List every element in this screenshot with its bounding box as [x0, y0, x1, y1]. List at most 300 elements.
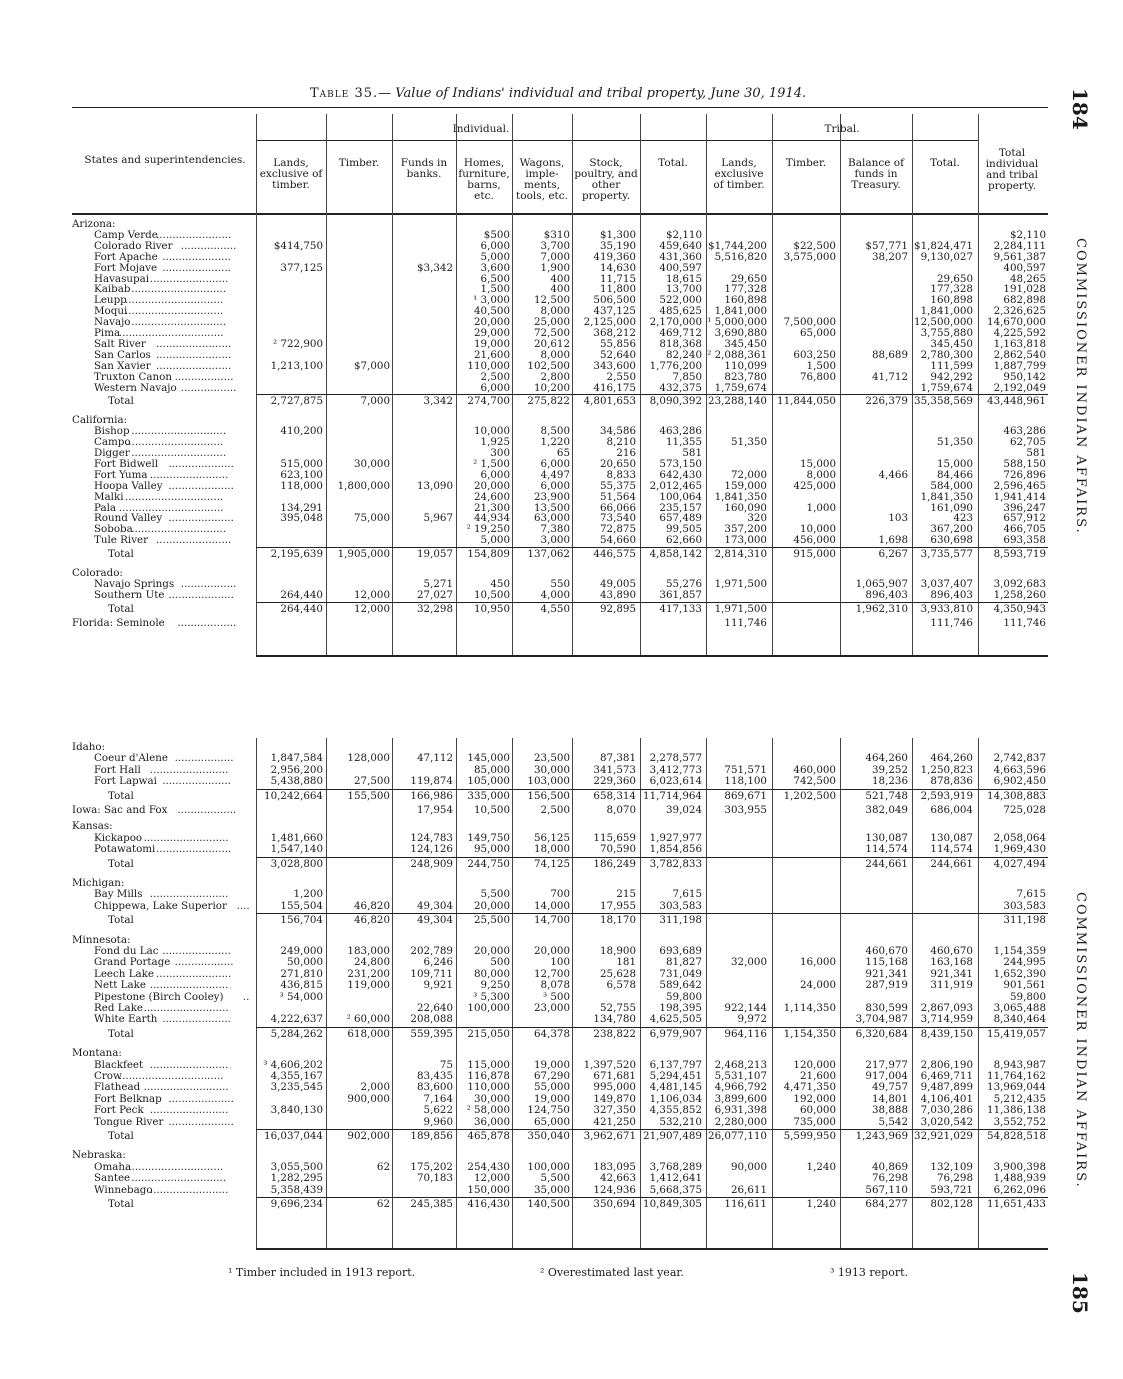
- leader-dots: ....................: [168, 480, 234, 492]
- cell-value: 198,395: [659, 1002, 702, 1014]
- cell-value: 11,764,162: [987, 1070, 1046, 1082]
- cell-value: 1,841,350: [714, 490, 767, 503]
- cell-value: 70,183: [416, 1172, 453, 1185]
- cell-value: 226,379: [865, 395, 908, 408]
- cell-value: 4,355,167: [270, 1070, 323, 1082]
- total-row: [72, 915, 1047, 926]
- cell-value: 5,542: [878, 1115, 908, 1128]
- row-label: Leupp: [94, 295, 127, 307]
- cell-value: 5,438,880: [270, 775, 323, 788]
- row-label: Soboba: [94, 524, 133, 536]
- cell-value: 343,600: [593, 359, 636, 372]
- cell-value: 114,574: [865, 843, 908, 856]
- cell-value: 5,000: [480, 250, 510, 263]
- cell-value: ³ 500: [542, 990, 570, 1003]
- cell-value: 446,575: [593, 548, 636, 561]
- cell-value: 2,125,000: [583, 316, 636, 329]
- row-label: Fort Yuma: [94, 469, 148, 481]
- cell-value: 400,597: [1003, 261, 1046, 274]
- leader-dots: ..............................: [125, 1161, 224, 1173]
- cell-value: 7,164: [423, 1092, 453, 1105]
- cell-value: 416,175: [593, 381, 636, 394]
- cell-value: 8,593,719: [993, 548, 1046, 561]
- cell-value: 726,896: [1003, 468, 1046, 481]
- cell-value: 130,087: [930, 831, 973, 844]
- table-row: [72, 946, 1047, 957]
- leader-dots: ........................: [149, 1105, 229, 1117]
- cell-value: 335,000: [467, 789, 510, 802]
- cell-value: 134,780: [593, 1013, 636, 1026]
- cell-value: 208,088: [410, 1013, 453, 1026]
- cell-value: 2,550: [606, 370, 636, 383]
- cell-value: ² 58,000: [466, 1104, 510, 1117]
- cell-value: 357,200: [724, 523, 767, 536]
- cell-value: 244,995: [1003, 956, 1046, 969]
- row-label: Nett Lake: [94, 980, 146, 992]
- table-row: [72, 383, 1047, 394]
- cell-value: 2,278,577: [649, 752, 702, 765]
- cell-value: 350,040: [527, 1130, 570, 1142]
- cell-value: 90,000: [730, 1160, 767, 1173]
- cell-value: 1,202,500: [783, 789, 836, 802]
- cell-value: 1,488,939: [993, 1172, 1046, 1185]
- cell-value: 29,000: [473, 327, 510, 339]
- cell-value: 32,000: [730, 956, 767, 969]
- leader-dots: ..............................: [125, 437, 224, 449]
- cell-value: 567,110: [865, 1183, 908, 1196]
- cell-value: 345,450: [930, 337, 973, 350]
- cell-value: 1,500: [480, 283, 510, 296]
- cell-value: 642,430: [659, 468, 702, 481]
- cell-value: 303,583: [1003, 899, 1046, 912]
- cell-value: 4,858,142: [649, 548, 702, 561]
- cell-value: 74,125: [533, 857, 570, 870]
- cell-value: 463,286: [1003, 425, 1046, 438]
- leader-dots: .............................: [131, 1173, 227, 1185]
- cell-value: 115,168: [865, 956, 908, 969]
- column-header: Lands, exclusive of timber.: [259, 157, 323, 191]
- cell-value: 8,090,392: [649, 395, 702, 408]
- cell-value: 10,500: [473, 588, 510, 601]
- cell-value: 43,890: [599, 588, 636, 601]
- cell-value: 1,200: [293, 888, 323, 901]
- cell-value: 149,750: [467, 831, 510, 844]
- cell-value: 20,000: [473, 899, 510, 912]
- cell-value: 1,900: [540, 261, 570, 274]
- cell-value: 5,000: [480, 534, 510, 547]
- section-end-rule: [256, 655, 1048, 657]
- cell-value: 115,659: [593, 831, 636, 844]
- leader-dots: .......................: [156, 968, 232, 980]
- cell-value: 11,386,138: [987, 1104, 1046, 1117]
- leader-dots: ..................: [174, 957, 234, 969]
- leader-dots: ................................: [118, 1071, 224, 1082]
- cell-value: 160,898: [930, 294, 973, 307]
- cell-value: 4,497: [540, 468, 570, 481]
- cell-value: 14,000: [533, 899, 570, 912]
- cell-value: 6,469,711: [920, 1070, 973, 1082]
- cell-value: 6,902,450: [993, 775, 1046, 788]
- cell-value: 460,670: [930, 945, 973, 957]
- cell-value: 244,661: [865, 857, 908, 870]
- state-heading-row: [72, 878, 1047, 889]
- cell-value: 70,590: [599, 843, 636, 856]
- row-label: Nebraska:: [72, 1150, 126, 1162]
- cell-value: 1,887,799: [993, 359, 1046, 372]
- cell-value: 114,574: [930, 843, 973, 856]
- cell-value: 3,840,130: [270, 1104, 323, 1117]
- cell-value: 469,712: [659, 327, 702, 339]
- cell-value: 65: [556, 447, 570, 459]
- cell-value: 5,500: [480, 888, 510, 901]
- cell-value: 7,615: [672, 888, 702, 901]
- cell-value: 1,412,641: [649, 1172, 702, 1185]
- cell-value: 13,700: [665, 283, 702, 296]
- cell-value: 751,571: [724, 763, 767, 776]
- cell-value: 3,020,542: [920, 1115, 973, 1128]
- cell-value: 1,759,674: [714, 381, 767, 394]
- cell-value: 109,711: [410, 967, 453, 980]
- cell-value: 532,210: [659, 1115, 702, 1128]
- cell-value: 26,077,110: [708, 1130, 767, 1142]
- table-row: [72, 1003, 1047, 1014]
- cell-value: $22,500: [793, 239, 836, 252]
- cell-value: 4,801,653: [583, 395, 636, 408]
- row-label: Navajo: [94, 317, 131, 329]
- cell-value: 2,596,465: [993, 479, 1046, 492]
- footnote-3: ³ 1913 report.: [830, 1266, 909, 1279]
- cell-value: 39,252: [871, 763, 908, 776]
- cell-value: 275,822: [527, 395, 570, 408]
- cell-value: 7,850: [672, 370, 702, 383]
- cell-value: 995,000: [593, 1081, 636, 1094]
- cell-value: 6,931,398: [714, 1104, 767, 1117]
- cell-value: 396,247: [1003, 501, 1046, 514]
- cell-value: 248,909: [410, 857, 453, 870]
- cell-value: 2,500: [480, 370, 510, 383]
- cell-value: 395,048: [280, 512, 323, 525]
- cell-value: 120,000: [793, 1058, 836, 1071]
- cell-value: 4,350,943: [993, 602, 1046, 615]
- cell-value: 1,258,260: [993, 588, 1046, 601]
- cell-value: 2,058,064: [993, 831, 1046, 844]
- cell-value: 573,150: [659, 457, 702, 470]
- cell-value: 6,000: [480, 468, 510, 481]
- cell-value: 4,625,505: [649, 1013, 702, 1026]
- cell-value: 14,670,000: [987, 316, 1046, 329]
- footnote-2: ² Overestimated last year.: [540, 1266, 684, 1279]
- individual-group-rule: [256, 140, 706, 141]
- cell-value: 44,934: [473, 512, 510, 525]
- cell-value: 2,192,049: [993, 381, 1046, 394]
- cell-value: 382,049: [865, 804, 908, 816]
- row-label: Pima: [94, 328, 121, 339]
- cell-value: 6,137,797: [649, 1058, 702, 1071]
- cell-value: $1,824,471: [914, 239, 973, 252]
- cell-value: 99,505: [665, 523, 702, 536]
- leader-dots: .......................: [156, 349, 232, 361]
- cell-value: 132,109: [930, 1160, 973, 1173]
- cell-value: 693,358: [1003, 534, 1046, 547]
- cell-value: 2,742,837: [993, 752, 1046, 765]
- table-row: [72, 901, 1047, 912]
- cell-value: 14,700: [533, 914, 570, 927]
- table-row: [72, 992, 1047, 1003]
- table-row: [72, 1014, 1047, 1025]
- cell-value: 1,841,000: [920, 305, 973, 318]
- cell-value: 32,298: [416, 602, 453, 615]
- cell-value: 1,481,660: [270, 831, 323, 844]
- cell-value: 1,800,000: [337, 479, 390, 492]
- cell-value: 12,500: [533, 294, 570, 307]
- cell-value: 3,092,683: [993, 577, 1046, 590]
- cell-value: 460,000: [793, 763, 836, 776]
- cell-value: 154,809: [467, 548, 510, 561]
- row-label: Kaibab: [94, 284, 131, 296]
- cell-value: 14,630: [599, 261, 636, 274]
- cell-value: 350,694: [593, 1198, 636, 1210]
- cell-value: 10,950: [473, 602, 510, 615]
- row-label: San Carlos: [94, 349, 151, 361]
- cell-value: 464,260: [930, 752, 973, 765]
- cell-value: ² 1,500: [473, 457, 510, 470]
- cell-value: 896,403: [865, 588, 908, 601]
- row-label: Minnesota:: [72, 934, 131, 946]
- cell-value: 303,955: [724, 804, 767, 816]
- cell-value: 56,125: [533, 831, 570, 844]
- cell-value: 8,070: [606, 804, 636, 816]
- cell-value: 102,500: [527, 359, 570, 372]
- leader-dots: .............................: [131, 524, 227, 536]
- table-row: [72, 1173, 1047, 1184]
- cell-value: 35,000: [533, 1183, 570, 1196]
- leader-dots: ..................: [174, 371, 234, 383]
- cell-value: 46,820: [353, 899, 390, 912]
- cell-value: 24,600: [473, 490, 510, 503]
- row-label: Arizona:: [72, 219, 116, 230]
- leader-dots: ..................: [177, 617, 237, 629]
- leader-dots: ....................: [168, 589, 234, 601]
- cell-value: 16,000: [799, 956, 836, 969]
- row-label: Total: [108, 1199, 134, 1210]
- cell-value: 3,962,671: [583, 1130, 636, 1142]
- cell-value: 2,284,111: [993, 239, 1046, 252]
- cell-value: 1,776,200: [649, 359, 702, 372]
- leader-dots: .................: [180, 578, 237, 590]
- cell-value: 915,000: [793, 548, 836, 561]
- total-row: [72, 549, 1047, 560]
- table-row: [72, 1071, 1047, 1082]
- cell-value: 3,037,407: [920, 577, 973, 590]
- cell-value: 124,783: [410, 831, 453, 844]
- footnote-1: ¹ Timber included in 1913 report.: [228, 1266, 416, 1279]
- row-label: Moqui: [94, 306, 128, 318]
- cell-value: 300: [490, 447, 510, 459]
- total-row: [72, 604, 1047, 615]
- cell-value: 4,966,792: [714, 1081, 767, 1094]
- cell-value: 4,222,637: [270, 1013, 323, 1026]
- cell-value: ³ 4,606,202: [263, 1058, 323, 1071]
- row-label: Idaho:: [72, 742, 106, 753]
- cell-value: 559,395: [410, 1027, 453, 1040]
- table-row: [72, 765, 1047, 776]
- cell-value: 657,489: [659, 512, 702, 525]
- cell-value: 47,112: [416, 752, 453, 765]
- cell-value: 2,800: [540, 370, 570, 383]
- cell-value: 249,000: [280, 945, 323, 957]
- cell-value: 456,000: [793, 534, 836, 547]
- cell-value: 521,748: [865, 789, 908, 802]
- cell-value: 40,869: [871, 1160, 908, 1173]
- cell-value: 177,328: [724, 283, 767, 296]
- cell-value: 1,969,430: [993, 843, 1046, 856]
- cell-value: 202,789: [410, 945, 453, 957]
- cell-value: 5,516,820: [714, 250, 767, 263]
- cell-value: 46,820: [353, 914, 390, 927]
- cell-value: 618,000: [347, 1027, 390, 1040]
- cell-value: 1,971,500: [714, 602, 767, 615]
- cell-value: 6,246: [423, 956, 453, 969]
- cell-value: 11,844,050: [777, 395, 836, 408]
- cell-value: 6,578: [606, 979, 636, 992]
- cell-value: 20,650: [599, 457, 636, 470]
- table-row: [72, 618, 1047, 629]
- cell-value: 216: [616, 447, 636, 459]
- cell-value: $1,744,200: [708, 239, 767, 252]
- leader-dots: ........................: [149, 764, 229, 776]
- cell-value: 111,746: [724, 616, 767, 629]
- cell-value: 2,170,000: [649, 316, 702, 329]
- header-bottom-rule: [72, 213, 1048, 215]
- cell-value: 245,385: [410, 1198, 453, 1210]
- cell-value: 137,062: [527, 548, 570, 561]
- cell-value: 311,198: [1003, 914, 1046, 927]
- cell-value: 8,500: [540, 425, 570, 438]
- cell-value: 1,841,000: [714, 305, 767, 318]
- leader-dots: ..........................: [143, 832, 229, 844]
- cell-value: 15,419,057: [987, 1027, 1046, 1040]
- cell-value: 23,288,140: [708, 395, 767, 408]
- cell-value: 23,900: [533, 490, 570, 503]
- cell-value: 36,000: [473, 1115, 510, 1128]
- table-row: [72, 1082, 1047, 1093]
- leader-dots: .............................: [131, 317, 227, 329]
- cell-value: 100,000: [467, 1002, 510, 1014]
- cell-value: 6,000: [480, 381, 510, 394]
- cell-value: 2,806,190: [920, 1058, 973, 1071]
- leader-dots: .....................: [162, 262, 231, 274]
- row-label: Kansas:: [72, 821, 113, 833]
- cell-value: 23,000: [533, 1002, 570, 1014]
- cell-value: 20,000: [473, 945, 510, 957]
- cell-value: 17,954: [416, 804, 453, 816]
- total-row: [72, 1131, 1047, 1142]
- cell-value: 4,466: [878, 468, 908, 481]
- cell-value: 3,342: [423, 395, 453, 408]
- cell-value: 450: [490, 577, 510, 590]
- cell-value: 264,440: [280, 588, 323, 601]
- cell-value: 191,028: [1003, 283, 1046, 296]
- column-header: Homes, furniture, barns, etc.: [458, 157, 510, 202]
- cell-value: 9,561,387: [993, 250, 1046, 263]
- cell-value: 19,057: [416, 548, 453, 561]
- cell-value: 80,000: [473, 967, 510, 980]
- cell-value: 2,500: [540, 804, 570, 816]
- cell-value: 657,912: [1003, 512, 1046, 525]
- table-row: [72, 590, 1047, 601]
- leader-dots: .......................: [156, 535, 232, 547]
- cell-value: 1,841,350: [920, 490, 973, 503]
- cell-value: 693,689: [659, 945, 702, 957]
- leader-dots: .................: [180, 240, 237, 252]
- cell-value: 231,200: [347, 967, 390, 980]
- cell-value: 118,100: [724, 775, 767, 788]
- cell-value: 21,600: [473, 348, 510, 361]
- cell-value: 32,921,029: [914, 1130, 973, 1142]
- cell-value: 6,262,096: [993, 1183, 1046, 1196]
- cell-value: 2,814,310: [714, 548, 767, 561]
- cell-value: 2,000: [360, 1081, 390, 1094]
- row-label: Round Valley: [94, 513, 163, 525]
- cell-value: 10,500: [473, 804, 510, 816]
- cell-value: 235,157: [659, 501, 702, 514]
- state-heading-row: [72, 742, 1047, 753]
- cell-value: $414,750: [273, 239, 323, 252]
- cell-value: 1,500: [806, 359, 836, 372]
- cell-value: 229,360: [593, 775, 636, 788]
- table-row: [72, 1117, 1047, 1128]
- row-label: Total: [108, 915, 134, 927]
- cell-value: 130,087: [865, 831, 908, 844]
- column-header: Funds in banks.: [400, 157, 448, 180]
- leader-dots: ................................: [118, 328, 224, 339]
- cell-value: $57,771: [865, 239, 908, 252]
- cell-value: 87,381: [599, 752, 636, 765]
- cell-value: 11,355: [665, 436, 702, 449]
- table-row: [72, 980, 1047, 991]
- cell-value: 215: [616, 888, 636, 901]
- cell-value: 3,575,000: [783, 250, 836, 263]
- cell-value: 902,000: [347, 1130, 390, 1142]
- cell-value: 7,380: [540, 523, 570, 536]
- row-label: Total: [108, 858, 134, 870]
- cell-value: 244,661: [930, 857, 973, 870]
- cell-value: 11,714,964: [643, 789, 702, 802]
- leader-dots: .............................: [131, 284, 227, 296]
- cell-value: 3,735,577: [920, 548, 973, 561]
- cell-value: 26,611: [730, 1183, 767, 1196]
- cell-value: 4,355,852: [649, 1104, 702, 1117]
- cell-value: 22,640: [416, 1002, 453, 1014]
- cell-value: 110,000: [467, 1081, 510, 1094]
- cell-value: 103: [888, 512, 908, 525]
- cell-value: 593,721: [930, 1183, 973, 1196]
- cell-value: 3,552,752: [993, 1115, 1046, 1128]
- cell-value: 59,800: [665, 990, 702, 1003]
- table-row: [72, 753, 1047, 764]
- cell-value: 30,000: [353, 457, 390, 470]
- leader-dots: ........................: [149, 1184, 229, 1196]
- cell-value: 5,668,375: [649, 1183, 702, 1196]
- running-head-top: COMMISSIONER INDIAN AFFAIRS.: [1073, 238, 1088, 535]
- cell-value: 3,055,500: [270, 1160, 323, 1173]
- cell-value: 18,236: [871, 775, 908, 788]
- cell-value: $2,110: [1009, 228, 1046, 241]
- row-label: Western Navajo: [94, 382, 177, 394]
- cell-value: 465,878: [467, 1130, 510, 1142]
- cell-value: 802,128: [930, 1198, 973, 1210]
- leader-dots: ....................: [168, 513, 234, 525]
